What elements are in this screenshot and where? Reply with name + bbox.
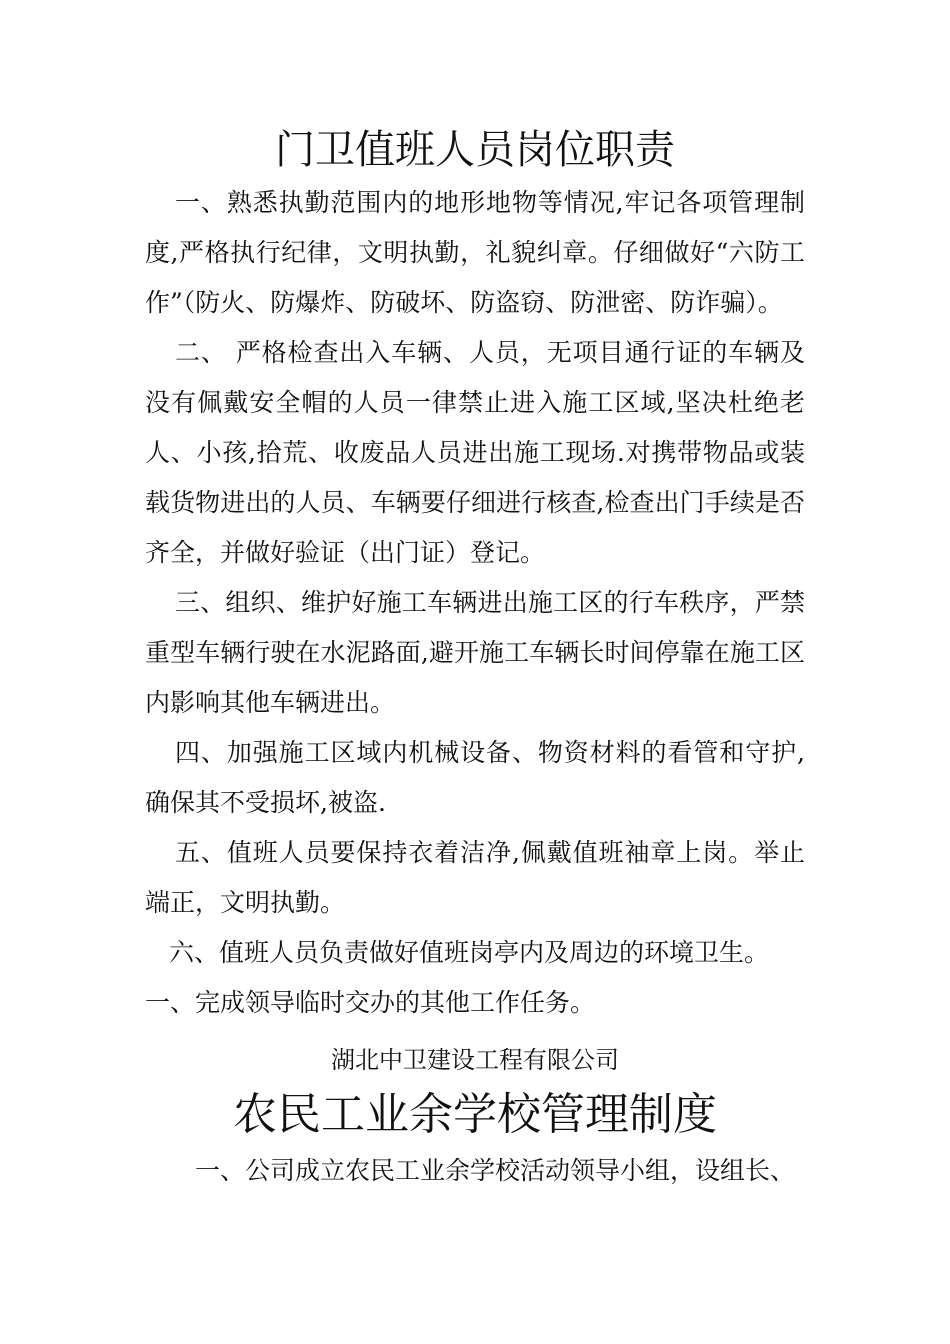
document-page <box>145 122 805 1196</box>
document-title: 门卫值班人员岗位职责 <box>275 127 675 173</box>
school-item-1: 一、公司成立农民工业余学校活动领导小组，设组长、 <box>195 1156 796 1185</box>
duty-item-6: 六、值班人员负责做好值班岗亭内及周边的环境卫生。 <box>169 938 770 967</box>
duty-item-3: 三、组织、维护好施工车辆进出施工区的行车秩序，严禁重型车辆行驶在水泥路面,避开施工车辆长时间停靠在施工区内影响其他车辆进出。 <box>145 588 805 717</box>
duty-item-1: 一、熟悉执勤范围内的地形地物等情况,牢记各项管理制度,严格执行纪律，文明执勤，礼貌纠章。仔细做好“六防工作”（防火、防爆炸、防破坏、防盗窃、防泄密、防诈骗）。 <box>145 188 805 317</box>
second-document-title: 农民工业余学校管理制度 <box>233 1089 717 1140</box>
duty-item-2: 二、 严格检查出入车辆、人员，无项目通行证的车辆及没有佩戴安全帽的人员一律禁止进入施工区域,坚决杜绝老人、小孩,拾荒、收废品人员进出施工现场.对携带物品或装载货物进出的人员、车辆要仔细进行核查,检查出门手续是否齐全，并做好验证（出门证）登记。 <box>145 338 805 567</box>
duty-item-5: 五、值班人员要保持衣着洁净,佩戴值班袖章上岗。举止端正，文明执勤。 <box>145 838 805 917</box>
duty-item-4: 四、加强施工区域内机械设备、物资材料的看管和守护,确保其不受损坏,被盗. <box>145 738 805 817</box>
company-name: 湖北中卫建设工程有限公司 <box>331 1046 619 1074</box>
duty-item-7: 一、完成领导临时交办的其他工作任务。 <box>145 988 596 1017</box>
